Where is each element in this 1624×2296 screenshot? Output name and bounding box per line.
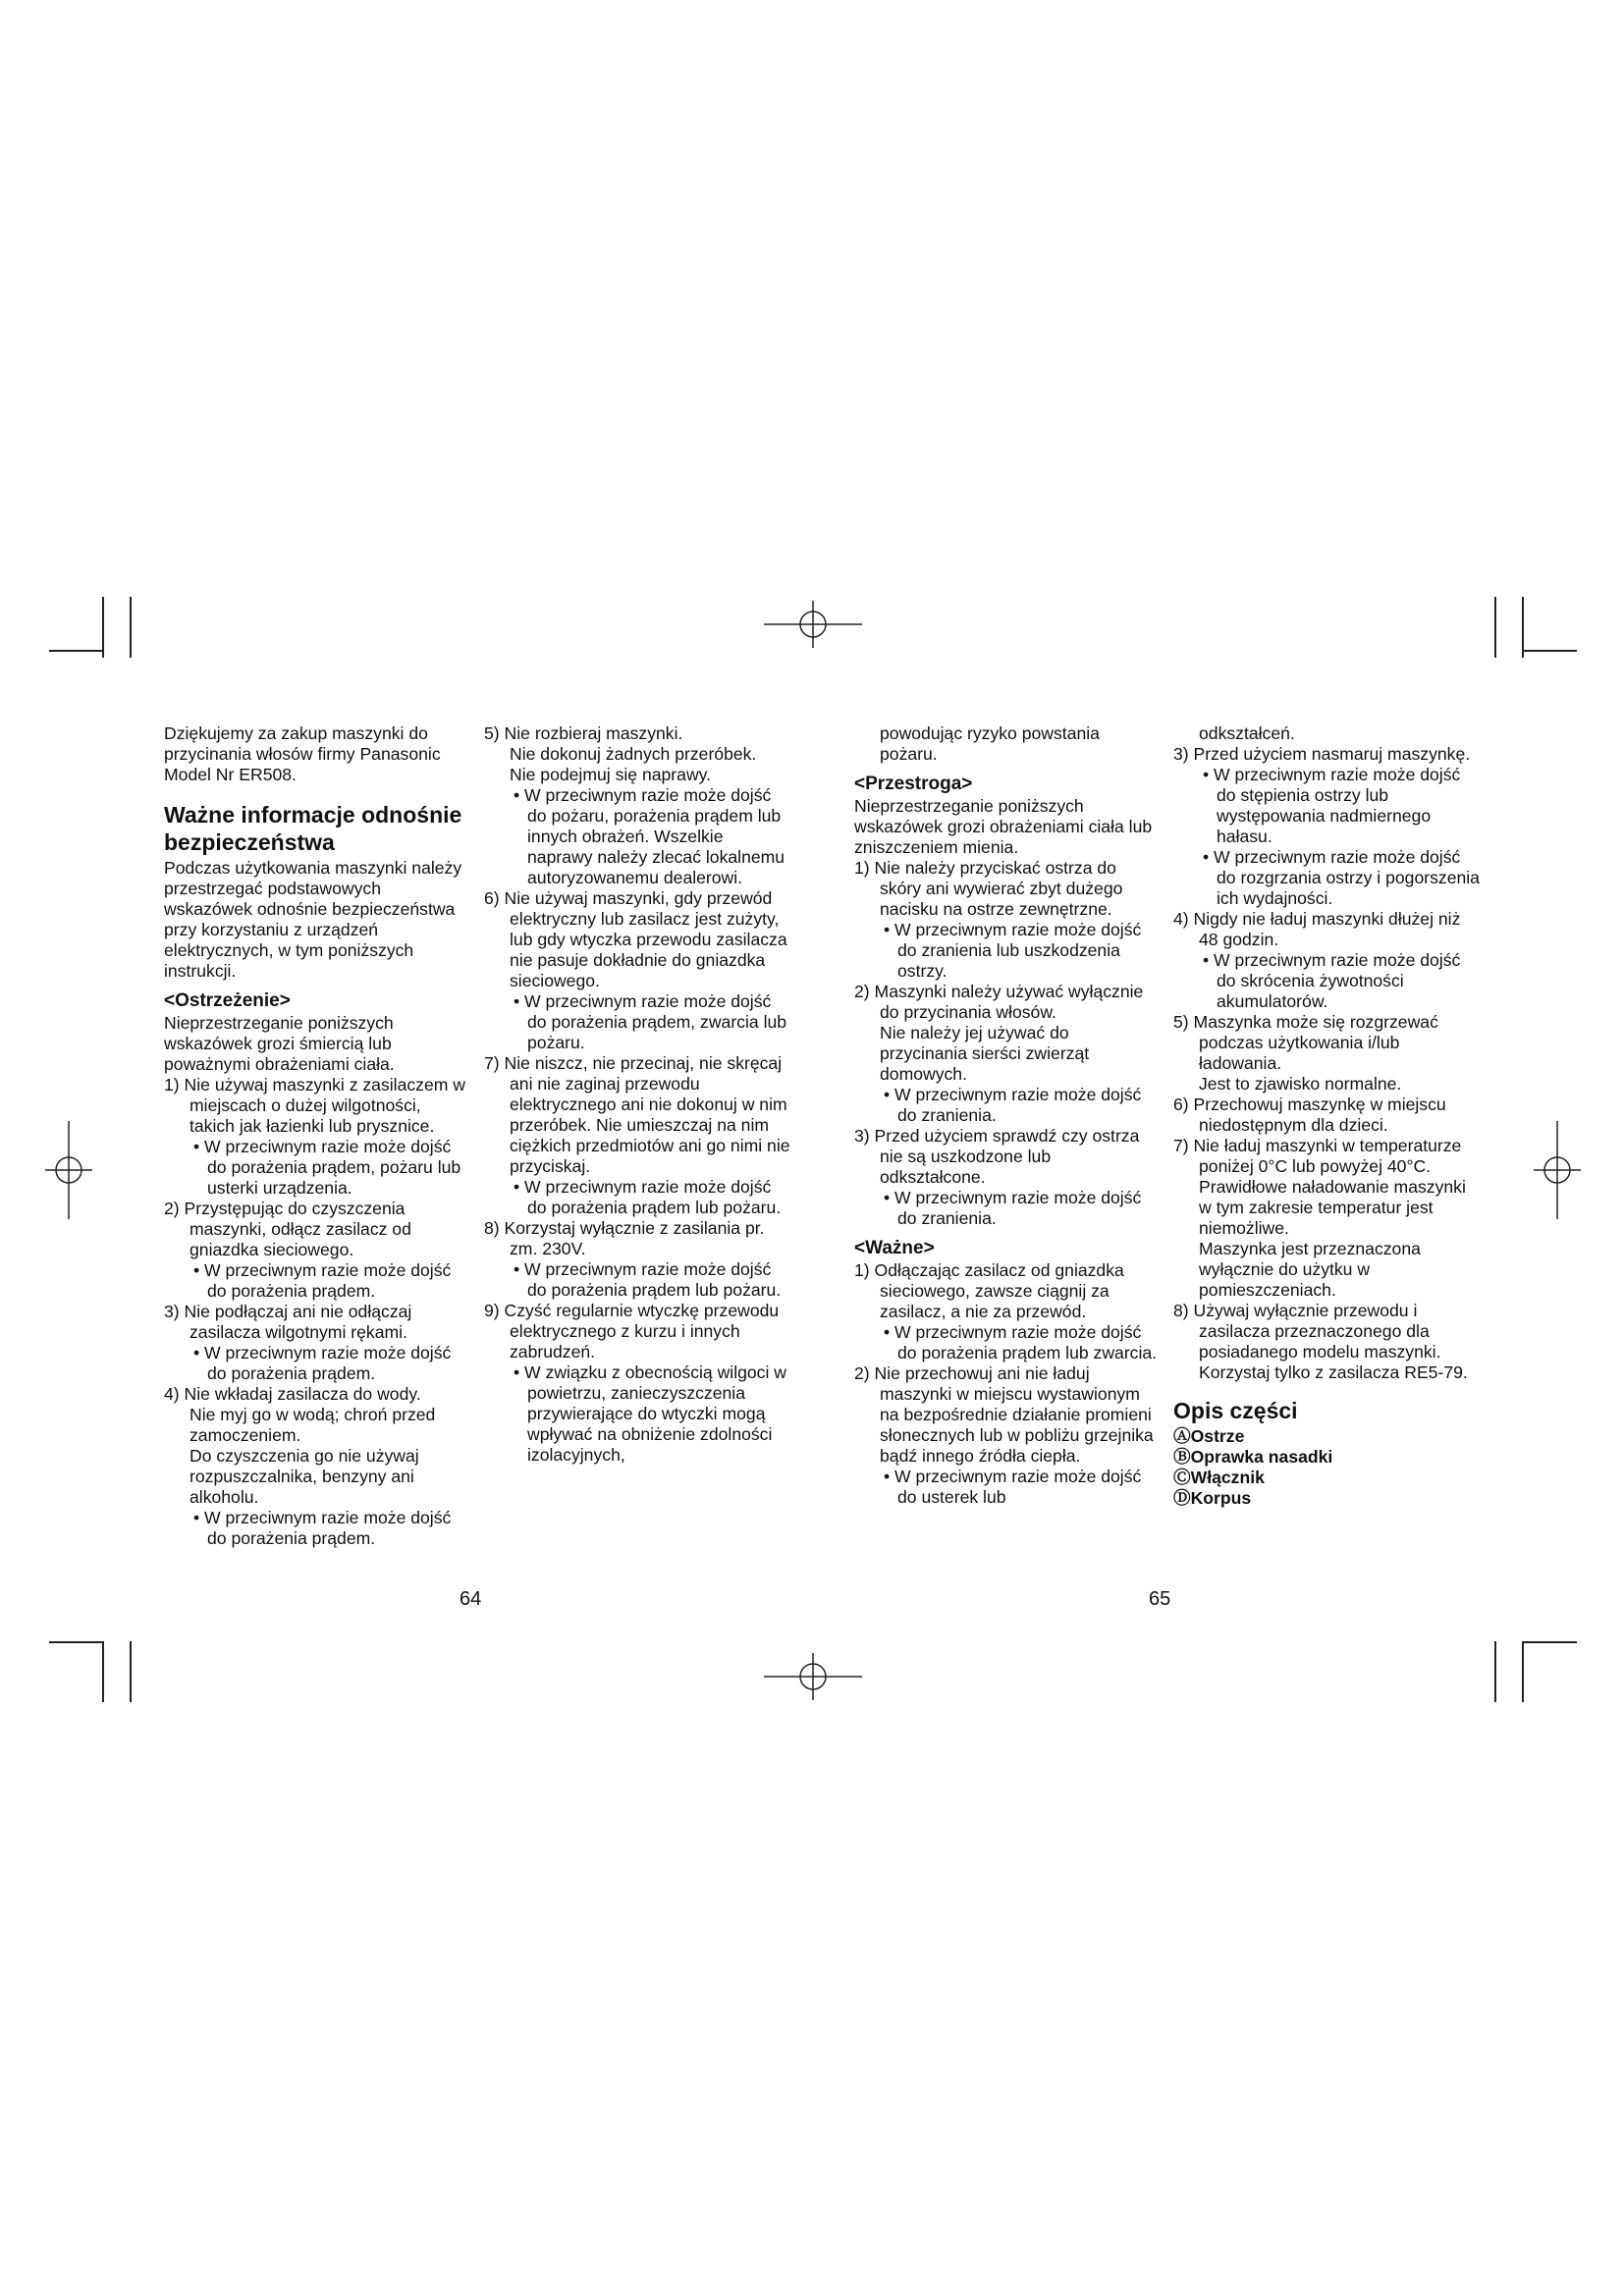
paragraph: • W przeciwnym razie może dojść do porażenia prądem lub pożaru. bbox=[514, 1259, 782, 1300]
paragraph: Dziękujemy za zakup maszynki do przycinania włosów firmy Panasonic Model Nr ER508. bbox=[164, 723, 441, 784]
paragraph: 2) Maszynki należy używać wyłącznie do przycinania włosów. bbox=[854, 982, 1144, 1022]
paragraph: Maszynka jest przeznaczona wyłącznie do użytku w pomieszczeniach. bbox=[1199, 1239, 1421, 1300]
paragraph: • W przeciwnym razie może dojść do porażenia prądem. bbox=[193, 1343, 452, 1383]
paragraph: 6) Przechowuj maszynkę w miejscu niedostępnym dla dzieci. bbox=[1173, 1095, 1446, 1135]
crop-mark bbox=[1522, 1641, 1577, 1643]
paragraph: 8) Używaj wyłącznie przewodu i zasilacza przeznaczonego dla posiadanego modelu maszynki. Korzystaj tylko z zasilacza RE5-79. bbox=[1173, 1301, 1468, 1382]
crop-mark bbox=[1522, 597, 1524, 658]
paragraph: Do czyszczenia go nie używaj rozpuszczalnika, benzyny ani alkoholu. bbox=[189, 1446, 419, 1507]
paragraph: 4) Nigdy nie ładuj maszynki dłużej niż 48 godzin. bbox=[1173, 909, 1461, 949]
registration-mark-top bbox=[764, 601, 862, 648]
paragraph: • W przeciwnym razie może dojść do porażenia prądem lub pożaru. bbox=[514, 1177, 782, 1217]
registration-mark-bottom bbox=[764, 1653, 862, 1700]
paragraph: • W przeciwnym razie może dojść do zranienia lub uszkodzenia ostrzy. bbox=[884, 920, 1142, 981]
crop-mark bbox=[130, 597, 132, 658]
crop-mark bbox=[1522, 1641, 1524, 1702]
column-2 bbox=[484, 723, 790, 1466]
crop-mark bbox=[130, 1641, 132, 1702]
crop-mark bbox=[1494, 1641, 1496, 1702]
paragraph: • W przeciwnym razie może dojść do porażenia prądem. bbox=[193, 1508, 452, 1548]
page-number-right: 65 bbox=[1149, 1588, 1171, 1610]
paragraph: Jest to zjawisko normalne. bbox=[1199, 1074, 1402, 1094]
section-heading: <Ostrzeżenie> bbox=[164, 990, 291, 1011]
paragraph: • W przeciwnym razie może dojść do porażenia prądem. bbox=[193, 1260, 452, 1301]
paragraph: 1) Nie używaj maszynki z zasilaczem w miejscach o dużej wilgotności, takich jak łazienki lub prysznice. bbox=[164, 1075, 465, 1136]
paragraph: odkształceń. bbox=[1199, 723, 1295, 743]
paragraph: • W przeciwnym razie może dojść do zranienia. bbox=[884, 1085, 1142, 1125]
section-heading: <Przestroga> bbox=[854, 774, 973, 794]
part-c: ⒸWłącznik bbox=[1173, 1468, 1265, 1487]
paragraph: 4) Nie wkładaj zasilacza do wody. bbox=[164, 1384, 421, 1404]
paragraph: • W przeciwnym razie może dojść do skrócenia żywotności akumulatorów. bbox=[1203, 950, 1461, 1011]
part-d: ⒹKorpus bbox=[1173, 1488, 1252, 1508]
crop-mark bbox=[49, 1641, 104, 1643]
registration-mark-left bbox=[45, 1121, 92, 1219]
section-title: Ważne informacje odnośnie bezpieczeństwa bbox=[164, 802, 462, 855]
paragraph: 8) Korzystaj wyłącznie z zasilania pr. zm. 230V. bbox=[484, 1218, 765, 1258]
paragraph: • W przeciwnym razie może dojść do pożaru, porażenia prądem lub innych obrażeń. Wszelkie naprawy należy zlecać lokalnemu autoryzowanemu dealerowi. bbox=[514, 785, 785, 887]
parts-list bbox=[1173, 1426, 1480, 1509]
crop-mark bbox=[102, 597, 104, 658]
paragraph: • W przeciwnym razie może dojść do usterek lub bbox=[884, 1467, 1142, 1507]
paragraph: • W przeciwnym razie może dojść do rozgrzania ostrzy i pogorszenia ich wydajności. bbox=[1203, 847, 1480, 908]
paragraph: Nie dokonuj żadnych przeróbek. bbox=[510, 744, 757, 764]
paragraph: 9) Czyść regularnie wtyczkę przewodu elektrycznego z kurzu i innych zabrudzeń. bbox=[484, 1301, 780, 1362]
page-number-left: 64 bbox=[460, 1588, 482, 1610]
paragraph: 1) Nie należy przyciskać ostrza do skóry ani wywierać zbyt dużego nacisku na ostrze zewnętrzne. bbox=[854, 858, 1123, 919]
column-4 bbox=[1173, 723, 1480, 1509]
parts-title: Opis części bbox=[1173, 1398, 1298, 1423]
paragraph: • W przeciwnym razie może dojść do stępienia ostrzy lub występowania nadmiernego hałasu. bbox=[1203, 765, 1461, 846]
column-4-body bbox=[1173, 723, 1480, 1383]
paragraph: 5) Maszynka może się rozgrzewać podczas użytkowania i/lub ładowania. bbox=[1173, 1012, 1438, 1073]
paragraph: Nie myj go w wodą; chroń przed zamoczeniem. bbox=[189, 1405, 436, 1445]
part-b: ⒷOprawka nasadki bbox=[1173, 1447, 1333, 1467]
paragraph: 1) Odłączając zasilacz od gniazdka sieciowego, zawsze ciągnij za zasilacz, a nie za przewód. bbox=[854, 1260, 1124, 1321]
part-a: ⒶOstrze bbox=[1173, 1426, 1245, 1446]
paragraph: 2) Nie przechowuj ani nie ładuj maszynki w miejscu wystawionym na bezpośrednie działanie promieni słonecznych lub w pobliżu grzejnika bądź innego źródła ciepła. bbox=[854, 1363, 1154, 1466]
paragraph: Nieprzestrzeganie poniższych wskazówek grozi obrażeniami ciała lub zniszczeniem mienia. bbox=[854, 796, 1153, 857]
paragraph: Nie podejmuj się naprawy. bbox=[510, 765, 712, 784]
crop-mark bbox=[102, 1641, 104, 1702]
paragraph: 7) Nie ładuj maszynki w temperaturze poniżej 0°C lub powyżej 40°C. Prawidłowe naładowanie maszynki w tym zakresie temperatur jest niemożliwe. bbox=[1173, 1136, 1466, 1238]
paragraph: 3) Przed użyciem nasmaruj maszynkę. bbox=[1173, 744, 1471, 764]
column-3 bbox=[854, 723, 1161, 1508]
column-1 bbox=[164, 723, 470, 1549]
paragraph: 6) Nie używaj maszynki, gdy przewód elektryczny lub zasilacz jest zużyty, lub gdy wtyczka przewodu zasilacza nie pasuje dokładnie do gniazdka sieciowego. bbox=[484, 888, 787, 990]
paragraph: 2) Przystępując do czyszczenia maszynki, odłącz zasilacz od gniazdka sieciowego. bbox=[164, 1199, 411, 1259]
paragraph: Podczas użytkowania maszynki należy przestrzegać podstawowych wskazówek odnośnie bezpieczeństwa przy korzystaniu z urządzeń elektrycznych, w tym poniższych instrukcji. bbox=[164, 858, 462, 981]
paragraph: 3) Przed użyciem sprawdź czy ostrza nie są uszkodzone lub odkształcone. bbox=[854, 1126, 1140, 1187]
crop-mark bbox=[49, 650, 104, 652]
section-heading: <Ważne> bbox=[854, 1238, 935, 1258]
paragraph: • W przeciwnym razie może dojść do porażenia prądem lub zwarcia. bbox=[884, 1322, 1158, 1362]
paragraph: • W związku z obecnością wilgoci w powietrzu, zanieczyszczenia przywierające do wtyczki mogą wpływać na obniżenie zdolności izolacyjnych, bbox=[514, 1362, 786, 1465]
registration-mark-right bbox=[1534, 1121, 1581, 1219]
crop-mark bbox=[1522, 650, 1577, 652]
paragraph: • W przeciwnym razie może dojść do zranienia. bbox=[884, 1188, 1142, 1228]
paragraph: • W przeciwnym razie może dojść do porażenia prądem, pożaru lub usterki urządzenia. bbox=[193, 1137, 461, 1198]
paragraph: 7) Nie niszcz, nie przecinaj, nie skręcaj ani nie zaginaj przewodu elektrycznego ani nie dokonuj w nim przeróbek. Nie umieszczaj na nim ciężkich przedmiotów ani go nimi nie przyciskaj. bbox=[484, 1053, 790, 1176]
paragraph: 5) Nie rozbieraj maszynki. bbox=[484, 723, 683, 743]
paragraph: • W przeciwnym razie może dojść do porażenia prądem, zwarcia lub pożaru. bbox=[514, 991, 787, 1052]
paragraph: Nie należy jej używać do przycinania sierści zwierząt domowych. bbox=[880, 1023, 1090, 1084]
paragraph: powodując ryzyko powstania pożaru. bbox=[880, 723, 1100, 764]
paragraph: 3) Nie podłączaj ani nie odłączaj zasilacza wilgotnymi rękami. bbox=[164, 1302, 412, 1342]
crop-mark bbox=[1494, 597, 1496, 658]
paragraph: Nieprzestrzeganie poniższych wskazówek grozi śmiercią lub poważnymi obrażeniami ciała. bbox=[164, 1013, 395, 1074]
